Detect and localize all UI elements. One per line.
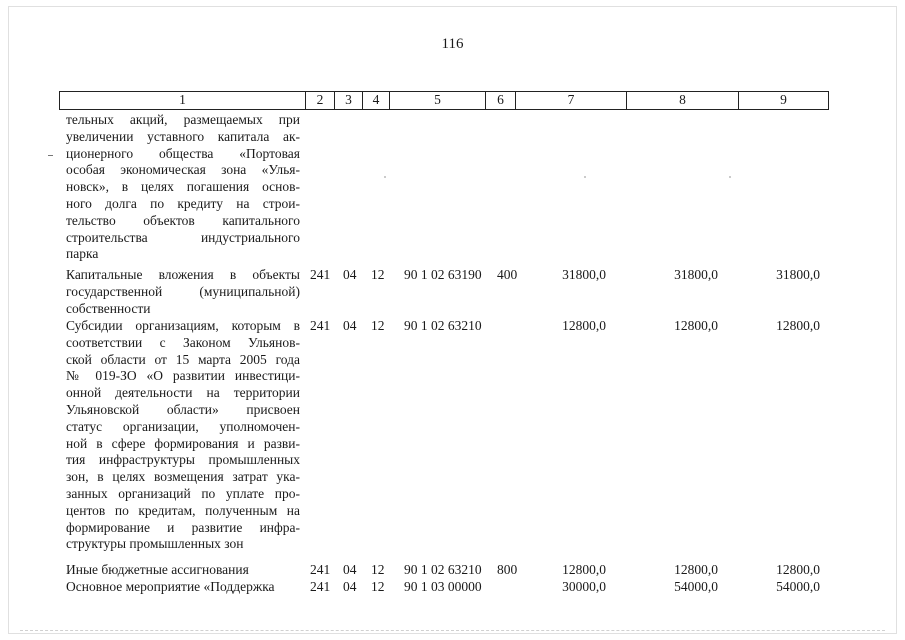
cell-col3: 04 (343, 562, 357, 577)
page-number: 116 (441, 36, 464, 52)
row-text-line: № 019-ЗО «О развитии инвестици- (66, 368, 300, 384)
row-text-line: особая экономическая зона «Улья- (66, 162, 300, 178)
column-header-3: 3 (334, 92, 362, 109)
row-text-line: тельных акций, размещаемых при (66, 112, 300, 127)
table-row (66, 318, 300, 553)
cell-col7: 30000,0 (562, 579, 606, 594)
cell-col2: 241 (310, 267, 331, 282)
cell-col8: 12800,0 (674, 318, 718, 333)
column-header-2: 2 (305, 92, 334, 109)
cell-col5: 90 1 02 63190 (404, 267, 482, 282)
table-row (66, 267, 300, 317)
row-text-line: центов по кредитам, полученным на (66, 502, 300, 518)
cell-col3: 04 (343, 579, 357, 594)
table-row (66, 562, 300, 579)
table-row (66, 579, 300, 596)
cell-col2: 241 (310, 562, 331, 577)
row-text-line: новск», в целях погашения основ- (66, 179, 300, 195)
scan-speck (584, 176, 586, 178)
column-header-8: 8 (626, 92, 738, 109)
scan-speck (384, 176, 386, 178)
row-text-line: собственности (66, 300, 151, 316)
row-text-line: государственной (муниципальной) (66, 283, 300, 299)
cell-col7: 12800,0 (562, 562, 606, 577)
cell-col6: 400 (497, 267, 518, 282)
column-header-6: 6 (485, 92, 515, 109)
scan-speck (729, 176, 731, 178)
row-text-line: Ульяновской области» присвоен (66, 401, 300, 417)
cell-col5: 90 1 02 63210 (404, 562, 482, 577)
row-text-line: Капитальные вложения в объекты (66, 267, 300, 282)
row-text-line: увеличении уставного капитала ак- (66, 128, 300, 144)
cell-col7: 31800,0 (562, 267, 606, 282)
cell-col2: 241 (310, 579, 331, 594)
cell-col3: 04 (343, 267, 357, 282)
cell-col3: 04 (343, 318, 357, 333)
cell-col5: 90 1 02 63210 (404, 318, 482, 333)
cell-col4: 12 (371, 562, 385, 577)
row-text-line: Основное мероприятие «Поддержка (66, 579, 275, 594)
table-row (66, 112, 300, 263)
row-text-line: парка (66, 246, 99, 262)
cell-col8: 54000,0 (674, 579, 718, 594)
row-text-line: структуры промышленных зон (66, 536, 244, 552)
cell-col6: 800 (497, 562, 518, 577)
cell-col9: 31800,0 (776, 267, 820, 282)
column-header-9: 9 (738, 92, 829, 109)
cell-col5: 90 1 03 00000 (404, 579, 482, 594)
cell-col9: 54000,0 (776, 579, 820, 594)
row-text-line: соответствии с Законом Ульянов- (66, 334, 300, 350)
row-text-line: зон, в целях возмещения затрат ука- (66, 469, 300, 485)
page-bottom-edge (20, 630, 885, 631)
row-text-line: Субсидии организациям, которым в (66, 318, 300, 333)
cell-col9: 12800,0 (776, 562, 820, 577)
row-text-line: тельство объектов капитального (66, 212, 300, 228)
row-text-line: ской области от 15 марта 2005 года (66, 351, 300, 367)
table-header (59, 91, 829, 110)
row-text-line: ного долга по кредиту на строи- (66, 195, 300, 211)
row-text-line: онной деятельности на территории (66, 385, 300, 401)
cell-col4: 12 (371, 579, 385, 594)
row-text-line: формирование и развитие инфра- (66, 519, 300, 535)
cell-col2: 241 (310, 318, 331, 333)
column-header-5: 5 (389, 92, 485, 109)
row-text-line: статус организации, уполномочен- (66, 418, 300, 434)
cell-col4: 12 (371, 318, 385, 333)
row-text-line: ционерного общества «Портовая (66, 145, 300, 161)
column-header-1: 1 (59, 92, 305, 109)
row-text-line: Иные бюджетные ассигнования (66, 562, 249, 577)
column-header-4: 4 (362, 92, 389, 109)
scan-mark (48, 155, 53, 156)
cell-col9: 12800,0 (776, 318, 820, 333)
row-text-line: занных организаций по уплате про- (66, 485, 300, 501)
row-text-line: тия инфраструктуры промышленных (66, 452, 300, 468)
row-text-line: ной в сфере формирования и разви- (66, 435, 300, 451)
cell-col7: 12800,0 (562, 318, 606, 333)
cell-col4: 12 (371, 267, 385, 282)
row-text-line: строительства индустриального (66, 229, 300, 245)
column-header-7: 7 (515, 92, 626, 109)
cell-col8: 31800,0 (674, 267, 718, 282)
cell-col8: 12800,0 (674, 562, 718, 577)
